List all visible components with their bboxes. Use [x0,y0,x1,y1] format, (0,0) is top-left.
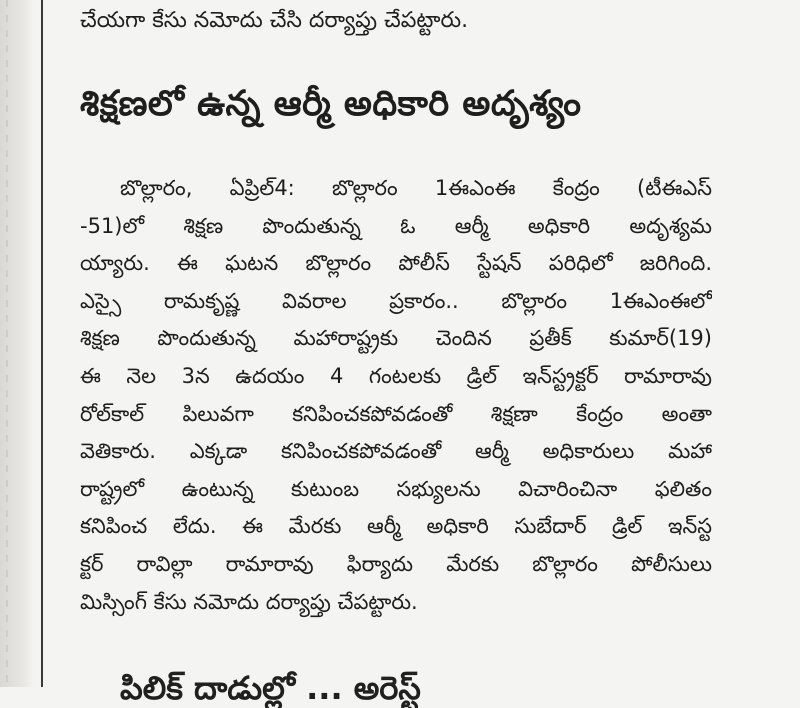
column-rule [41,0,43,687]
article-body [80,170,712,621]
page-gutter [0,0,34,687]
article-line: శిక్షణ పొందుతున్న మహారాష్ట్రకు చెందిన ప్రతీక్ కుమార్(19) [80,326,712,351]
next-article-headline: పిలిక్ దాడుల్లో ... అరెస్ట్ [120,669,421,707]
article-line: ఈ నెల 3న ఉదయం 4 గంటలకు డ్రిల్ ఇన్‌స్ట్రక్టర్ రామారావు [80,363,712,388]
article-line: -51)లో శిక్షణ పొందుతున్న ఓ ఆర్మీ అధికారి అదృశ్యమ [80,213,712,238]
previous-article-tail: చేయగా కేసు నమోదు చేసి దర్యాప్తు చేపట్టారు. [80,8,469,33]
article-line: మిస్సింగ్ కేసు నమోదు దర్యాప్తు చేపట్టారు. [80,589,418,614]
article-headline: శిక్షణలో ఉన్న ఆర్మీ అధికారి అదృశ్యం [80,84,582,124]
article-line: ఎస్సై రామకృష్ణ వివరాల ప్రకారం.. బొల్లారం 1ఈఎంఈలో [80,288,712,313]
article-line: బొల్లారం, ఏప్రిల్4: బొల్లారం 1ఈఎంఈ కేంద్రం (టీఈఎస్ [120,176,712,200]
article-line: వెతికారు. ఎక్కడా కనిపించకపోవడంతో ఆర్మీ అధికారులు మహా [80,439,712,464]
article-line: య్యారు. ఈ ఘటన బొల్లారం పోలీస్ స్టేషన్ పరిధిలో జరిగింది. [80,251,712,276]
article-line: రోల్‌కాల్ పిలువగా కనిపించకపోవడంతో శిక్షణా కేంద్రం అంతా [80,401,712,426]
article-line: రాష్ట్రలో ఉంటున్న కుటుంబ సభ్యులను విచారించినా ఫలితం [80,476,712,501]
article-line: క్టర్ రావిల్లా రామారావు ఫిర్యాదు మేరకు బొల్లారం పోలీసులు [80,551,712,576]
article-line: కనిపించ లేదు. ఈ మేరకు ఆర్మీ అధికారి సుబేదార్ డ్రిల్ ఇన్‌స్ట [80,514,712,539]
